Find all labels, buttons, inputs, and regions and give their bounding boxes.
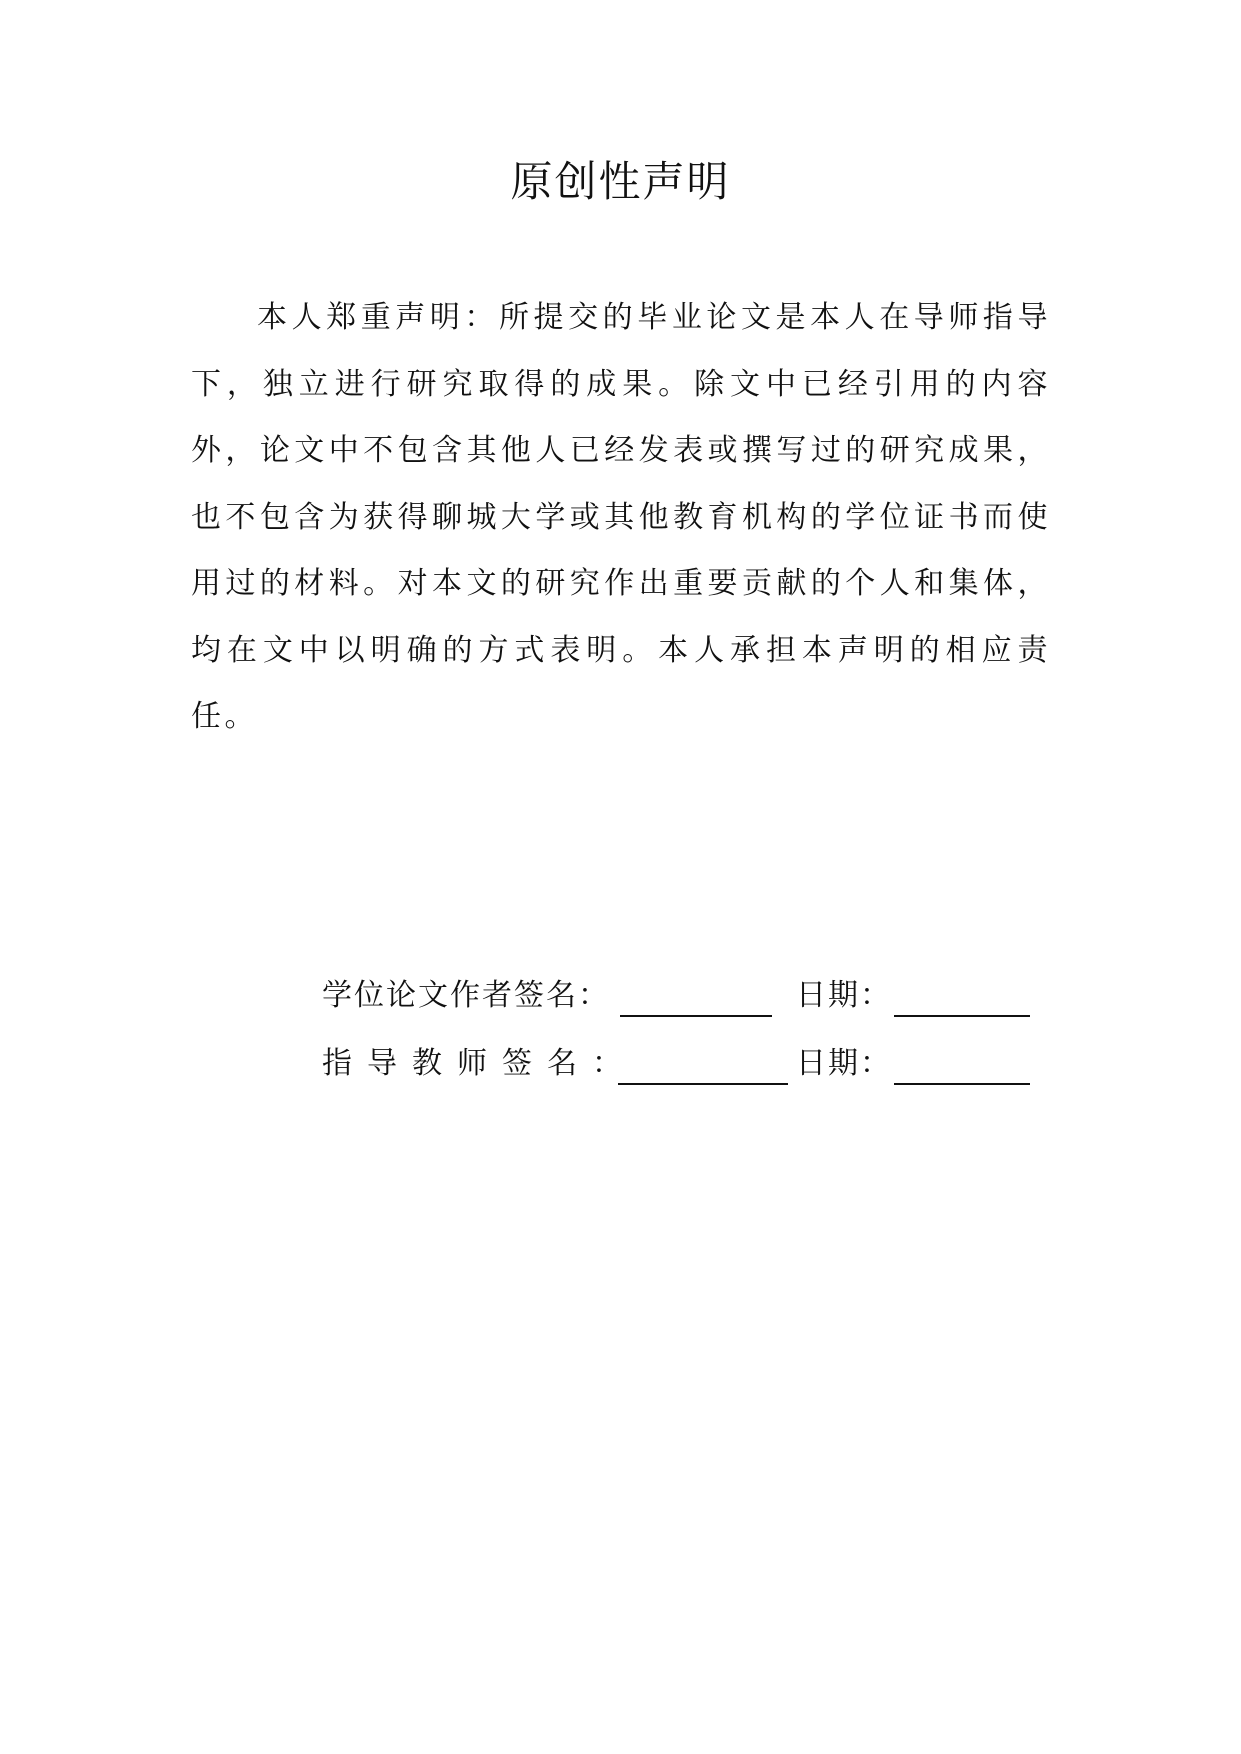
page-title: 原创性声明 bbox=[510, 157, 731, 206]
advisor-signature-line[interactable] bbox=[618, 1083, 788, 1085]
author-signature-label: 学位论文作者签名： bbox=[322, 978, 610, 1013]
author-date-line[interactable] bbox=[894, 1015, 1030, 1017]
declaration-paragraph: 本人郑重声明：所提交的毕业论文是本人在导师指导下，独立进行研究取得的成果。除文中已经引用的内容外，论文中不包含其他人已经发表或撰写过的研究成果，也不包含为获得聊城大学或其他教育机构的学位证书而使用过的材料。对本文的研究作出重要贡献的个人和集体，均在文中以明确的方式表明。本人承担本声明的相应责任。 bbox=[191, 300, 1051, 734]
author-signature-line[interactable] bbox=[620, 1015, 772, 1017]
advisor-date-label: 日期： bbox=[796, 1046, 892, 1081]
author-date-label: 日期： bbox=[796, 978, 892, 1013]
advisor-signature-label: 指导教师签名： bbox=[322, 1046, 637, 1081]
advisor-date-line[interactable] bbox=[894, 1083, 1030, 1085]
